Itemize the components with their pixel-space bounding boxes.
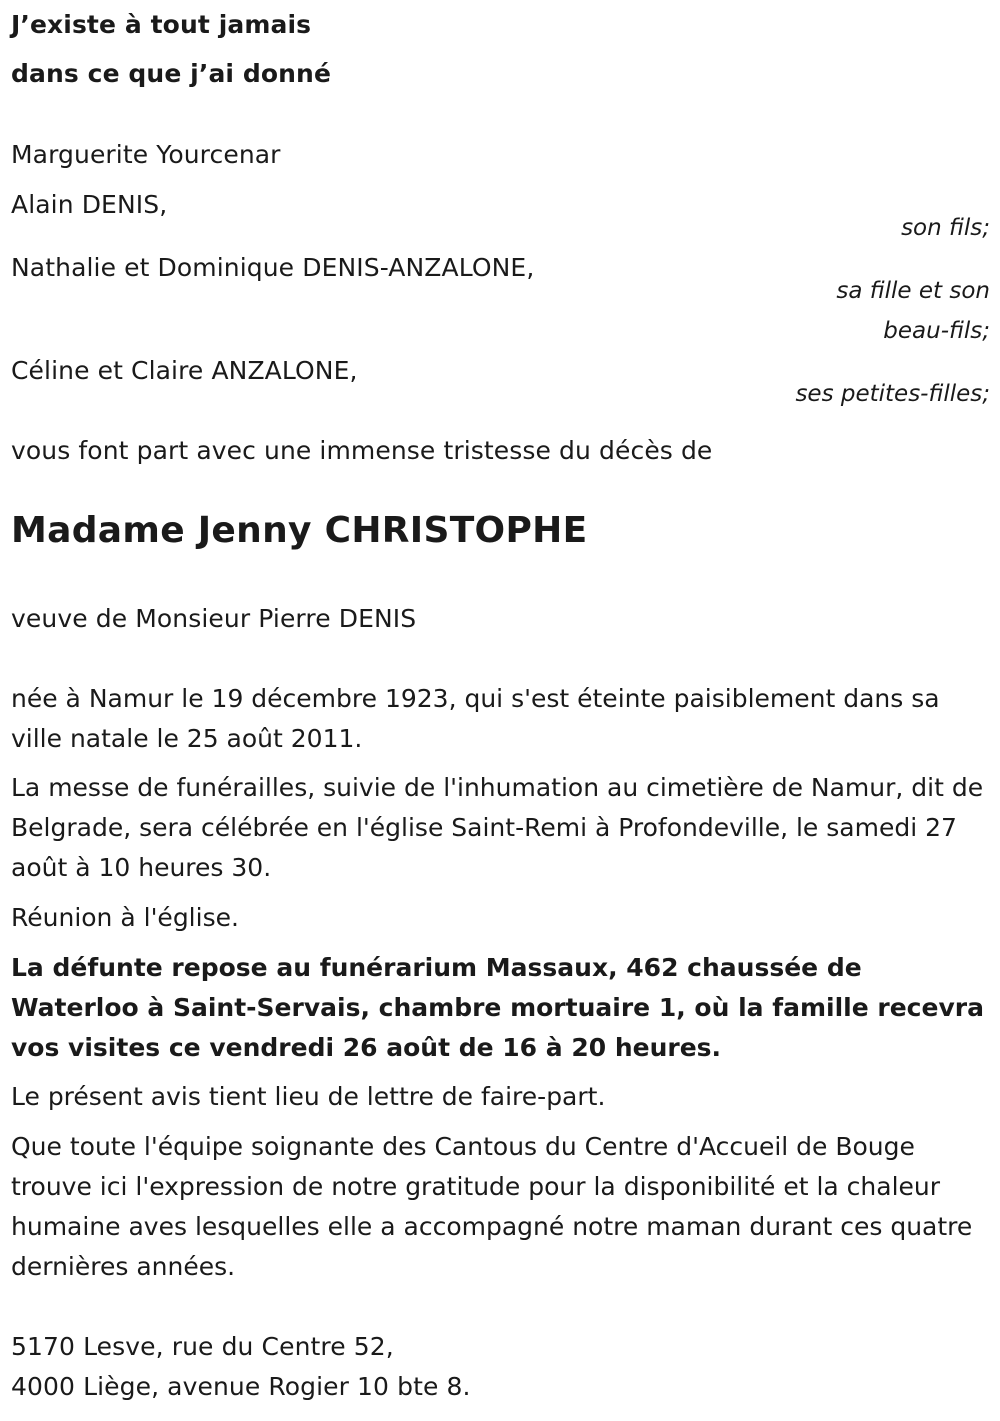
birth-death-paragraph: née à Namur le 19 décembre 1923, qui s'est éteinte paisiblement dans sa ville natale le 25 août 2011.	[11, 684, 940, 753]
family-member-relation: beau-fils;	[883, 318, 990, 344]
thanks-paragraph: Que toute l'équipe soignante des Cantous du Centre d'Accueil de Bouge trouve ici l'expression de notre gratitude pour la disponibilité et la chaleur humaine aves lesquelles elle a accompagné notre maman durant ces quatre dernières années.	[11, 1132, 973, 1281]
family-member-relation: son fils;	[901, 215, 990, 241]
address-line-1: 5170 Lesve, rue du Centre 52,	[11, 1332, 394, 1361]
deceased-name: Madame Jenny CHRISTOPHE	[11, 510, 588, 551]
widow-of-text: veuve de Monsieur Pierre DENIS	[11, 604, 417, 633]
address-line-2: 4000 Liège, avenue Rogier 10 bte 8.	[11, 1372, 471, 1401]
family-member-names: Céline et Claire ANZALONE,	[11, 356, 358, 385]
family-member-names: Alain DENIS,	[11, 190, 168, 219]
announcement-text: vous font part avec une immense tristesse du décès de	[11, 436, 713, 465]
quote-line-2: dans ce que j’ai donné	[11, 59, 332, 88]
funerarium-paragraph: La défunte repose au funérarium Massaux, 462 chaussée de Waterloo à Saint-Servais, chambre mortuaire 1, où la famille recevra vos visites ce vendredi 26 août de 16 à 20 heures.	[11, 953, 984, 1062]
notice-paragraph: Le présent avis tient lieu de lettre de faire-part.	[11, 1082, 606, 1111]
quote-line-1: J’existe à tout jamais	[11, 10, 312, 39]
meeting-paragraph: Réunion à l'église.	[11, 903, 239, 932]
family-member-names: Nathalie et Dominique DENIS-ANZALONE,	[11, 253, 535, 282]
funeral-mass-paragraph: La messe de funérailles, suivie de l'inhumation au cimetière de Namur, dit de Belgrade, sera célébrée en l'église Saint-Remi à Profondeville, le samedi 27 août à 10 heures 30.	[11, 773, 984, 882]
family-member-relation: ses petites-filles;	[795, 381, 990, 407]
quote-author: Marguerite Yourcenar	[11, 140, 281, 169]
family-member-relation: sa fille et son	[836, 278, 990, 304]
